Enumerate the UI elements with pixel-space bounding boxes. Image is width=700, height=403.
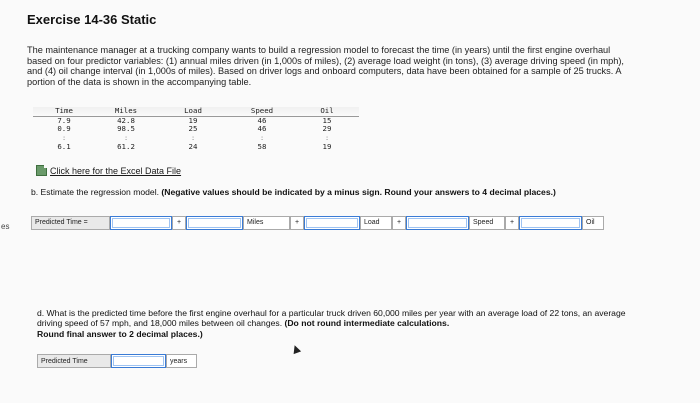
table-header-oil: Oil (295, 107, 359, 116)
problem-intro: The maintenance manager at a trucking company wants to build a regression model to forecast the time (in years) until the first engine overhaul based on four predictor variables: (1) annual miles driven (in 1,000s of miles), (2) average load weight (in tons), (3) average driving speed (in mph), and (4) oil change interval (in 1,000s of miles). Based on driver logs and onboard computers, data have been obtained for a sample of 25 trucks. A portion of the data is shown in the accompanying table. (27, 45, 624, 87)
speed-coefficient-input[interactable] (406, 216, 469, 230)
data-table (33, 107, 359, 151)
miles-variable-label: Miles (243, 216, 290, 230)
table-cell: 6.1 (57, 141, 71, 151)
table-cell: 58 (257, 141, 267, 151)
plus-operator: + (172, 216, 186, 230)
table-cell: 61.2 (117, 141, 135, 151)
question-d-instructions-1: (Do not round intermediate calculations. (284, 318, 450, 329)
excel-link-label: Click here for the Excel Data File (50, 165, 182, 176)
ellipsis: : (191, 134, 195, 142)
table-cell: 15 (322, 115, 332, 125)
table-cell: 0.9 (57, 124, 71, 134)
oil-variable-label: Oil (582, 216, 604, 230)
ellipsis: : (124, 134, 128, 142)
miles-coefficient-input[interactable] (186, 216, 243, 230)
plus-operator: + (392, 216, 406, 230)
years-unit-label: years (166, 354, 197, 368)
table-header-time: Time (33, 107, 95, 116)
predicted-time-answer-input[interactable] (111, 354, 166, 368)
table-header-load: Load (157, 107, 229, 116)
table-cell: 7.9 (57, 115, 71, 125)
question-d-instructions-2: Round final answer to 2 decimal places.) (37, 328, 203, 339)
question-d (37, 308, 627, 339)
table-cell: 25 (188, 124, 198, 134)
table-cell: 42.8 (117, 115, 135, 125)
question-d-text: d. What is the predicted time before the first engine overhaul for a particular truck driven 60,000 miles per year with an average load of 22 tons, an average driving speed of 57 mph, and 18,000 miles between oil changes. (37, 308, 626, 329)
table-header-row (33, 107, 359, 116)
table-cell: 19 (322, 141, 332, 151)
question-b-prefix: b. Estimate the regression model. (31, 187, 162, 197)
table-cell: 19 (188, 115, 198, 125)
oil-coefficient-input[interactable] (519, 216, 582, 230)
excel-file-icon (36, 165, 47, 176)
intercept-input[interactable] (110, 216, 172, 230)
ellipsis: : (260, 134, 264, 142)
predicted-time-answer-label: Predicted Time (37, 354, 111, 368)
table-cell: 46 (257, 115, 267, 125)
predicted-time-label: Predicted Time = (31, 216, 110, 230)
load-variable-label: Load (360, 216, 392, 230)
question-b (31, 187, 556, 197)
plus-operator: + (505, 216, 519, 230)
table-row (33, 125, 359, 134)
excel-data-link[interactable] (36, 165, 181, 176)
table-row (33, 143, 359, 152)
predicted-time-answer-row (37, 354, 197, 368)
table-cell: 29 (322, 124, 332, 134)
table-cell: 98.5 (117, 124, 135, 134)
exercise-title: Exercise 14-36 Static (27, 12, 157, 27)
side-label: es (1, 222, 10, 231)
regression-equation-row (31, 212, 627, 233)
table-cell: 24 (188, 141, 198, 151)
table-cell: 46 (257, 124, 267, 134)
mouse-cursor-icon (291, 344, 301, 354)
plus-operator: + (290, 216, 304, 230)
table-header-speed: Speed (229, 107, 295, 116)
load-coefficient-input[interactable] (304, 216, 360, 230)
table-header-miles: Miles (95, 107, 157, 116)
ellipsis: : (325, 134, 329, 142)
speed-variable-label: Speed (469, 216, 505, 230)
ellipsis: : (62, 134, 66, 142)
question-b-instructions: (Negative values should be indicated by a minus sign. Round your answers to 4 decimal places.) (161, 187, 556, 197)
